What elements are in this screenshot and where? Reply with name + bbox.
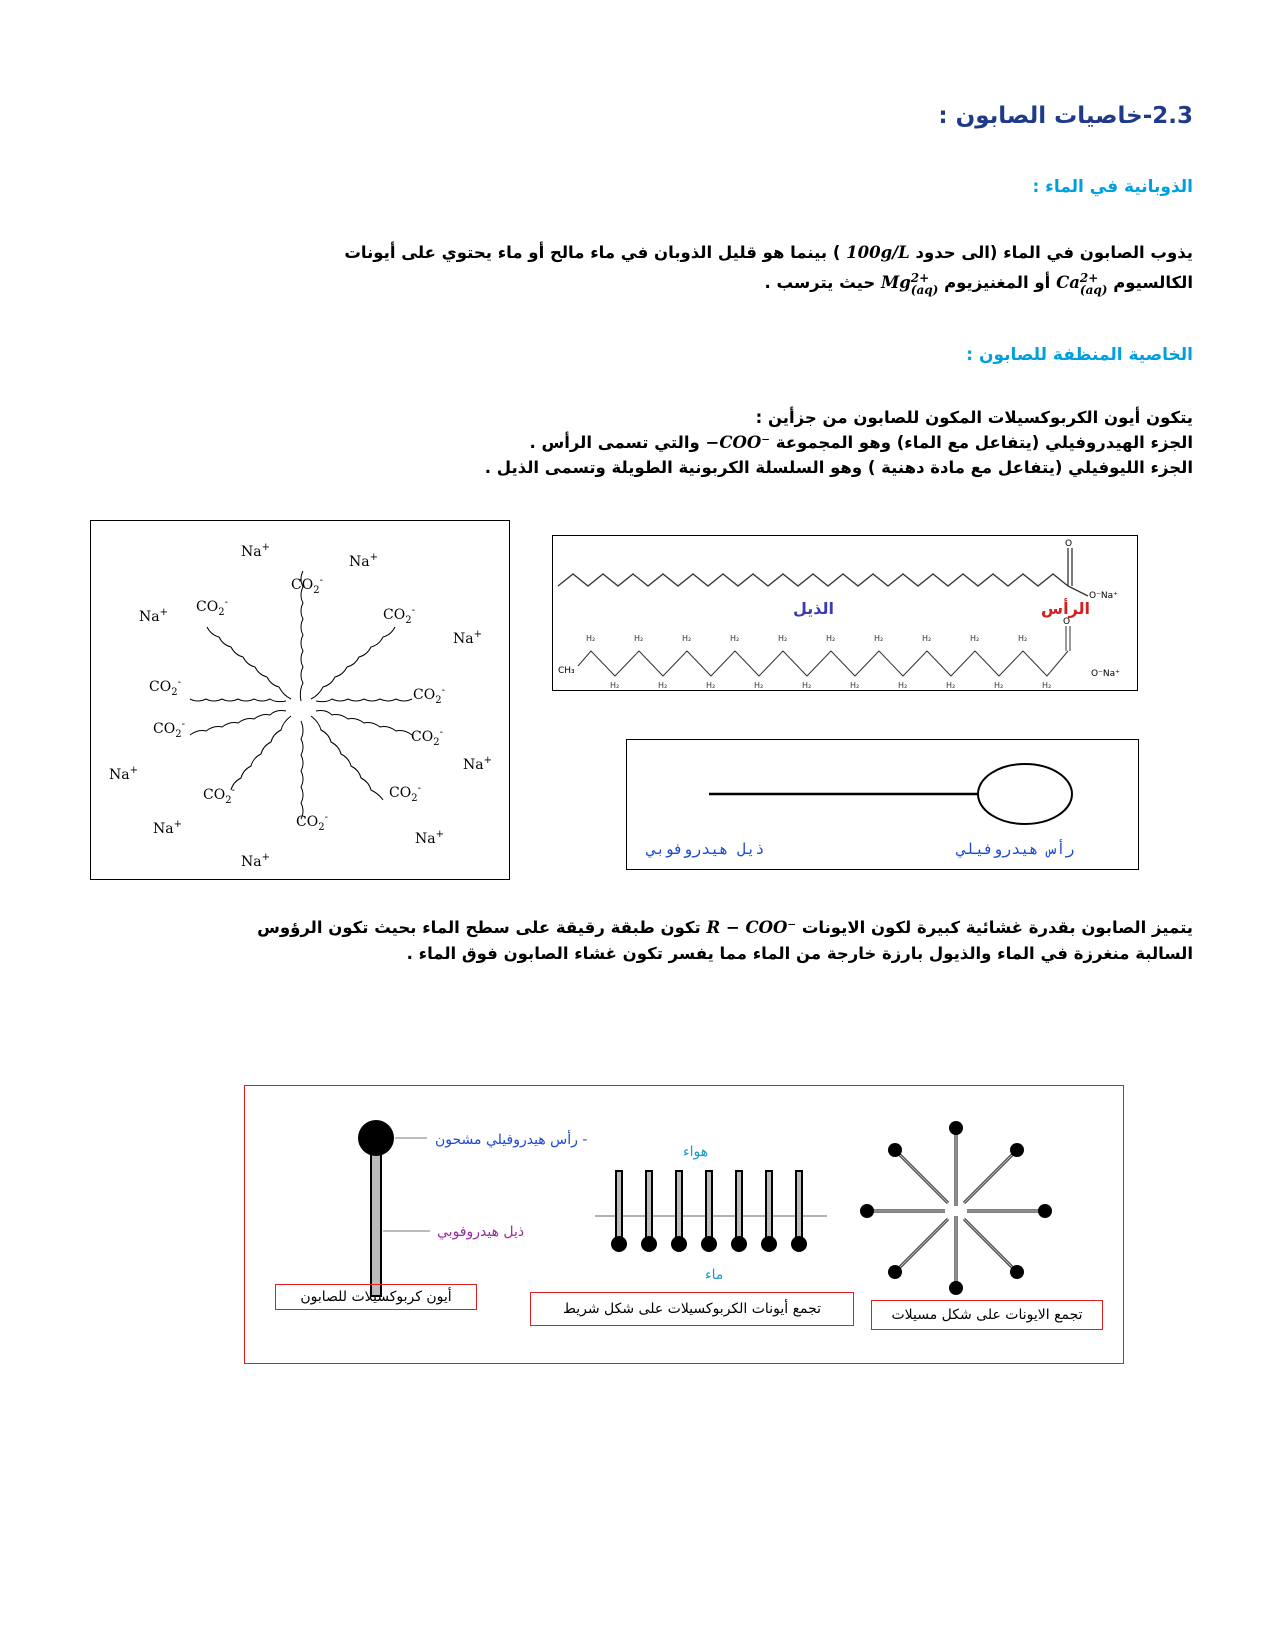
- svg-text:H₂: H₂: [706, 681, 716, 690]
- cleaning-line-2: الجزء الهيدروفيلي (يتفاعل مع الماء) وهو المجموعة −COO⁻ والتي تسمى الرأس .: [529, 433, 1193, 452]
- solubility-paragraph: [78, 240, 1193, 296]
- svg-text:O: O: [1063, 617, 1071, 627]
- na-ion-label: Na+: [241, 542, 270, 560]
- svg-text:CO2-: $CO_2^-$: [296, 812, 328, 833]
- head-label: الرأس: [1041, 599, 1091, 618]
- svg-text:Na+: Na+: [349, 552, 378, 570]
- svg-text:H₂: H₂: [586, 634, 596, 643]
- carbon-chain-figure: [552, 535, 1138, 691]
- solubility-heading: الذوبانية في الماء :: [1032, 177, 1193, 197]
- svg-text:H₂: H₂: [922, 634, 932, 643]
- aggregation-figure: [244, 1085, 1124, 1364]
- svg-text:Na+: Na+: [109, 765, 138, 783]
- svg-text:O⁻Na⁺: O⁻Na⁺: [1091, 669, 1120, 679]
- ion-caption: أيون كربوكسيلات للصابون: [275, 1284, 477, 1310]
- svg-text:H₂: H₂: [730, 634, 740, 643]
- schematic-head-label: رأس هيدروفيلي: [957, 840, 1075, 858]
- tail-label: الذيل: [793, 599, 835, 618]
- svg-text:H₂: H₂: [802, 681, 812, 690]
- head-charged-label: رأس هيدروفيلي مشحون -: [435, 1132, 588, 1148]
- svg-text:H₂: H₂: [658, 681, 668, 690]
- svg-text:H₂: H₂: [874, 634, 884, 643]
- micelle-figure: [90, 520, 510, 880]
- svg-text:CO2-: $CO_2^-$: [203, 785, 235, 806]
- svg-text:H₂: H₂: [826, 634, 836, 643]
- svg-text:CO2-: $CO_2^-$: [389, 783, 421, 804]
- svg-text:H₂: H₂: [610, 681, 620, 690]
- svg-text:H₂: H₂: [634, 634, 644, 643]
- svg-text:H₂: H₂: [682, 634, 692, 643]
- cleaning-paragraph: [78, 405, 1193, 480]
- svg-text:CO2-: $CO_2^-$: [411, 727, 443, 748]
- micelle-diagram: [91, 521, 509, 879]
- svg-text:CO2-: $CO_2^-$: [149, 677, 181, 698]
- svg-text:O: O: [1065, 539, 1073, 549]
- svg-text:H₂: H₂: [994, 681, 1004, 690]
- svg-text:Na+: Na+: [463, 755, 492, 773]
- svg-text:Na+: Na+: [415, 829, 444, 847]
- chain-diagram: [553, 536, 1137, 690]
- schematic-tail-label: ذيل هيدروفوبي: [647, 840, 765, 858]
- schematic-figure: [626, 739, 1139, 870]
- micelle-caption: تجمع الايونات على شكل مسيلات: [871, 1300, 1103, 1330]
- solubility-line-1: يذوب الصابون في الماء (الى حدود 100g/L ) بينما هو قليل الذوبان في ماء مالح أو ماء يحتوي على أيونات: [344, 243, 1193, 262]
- svg-text:CO2-: $CO_2^-$: [153, 719, 185, 740]
- svg-text:H₂: H₂: [970, 634, 980, 643]
- solubility-line-2: الكالسيوم Ca 2+ (aq) أو المغنيزيوم Mg 2+ (aq) حيث يترسب .: [764, 270, 1193, 297]
- water-label: ماء: [705, 1267, 724, 1283]
- svg-text:Na+: Na+: [453, 629, 482, 647]
- svg-text:CO2-: $CO_2^-$: [196, 597, 228, 618]
- film-line-2: السالبة منغرزة في الماء والذيول بارزة خارجة من الماء مما يفسر تكون غشاء الصابون فوق الماء .: [406, 944, 1193, 963]
- svg-text:CO2-: $CO_2^-$: [383, 605, 415, 626]
- hydrophobic-tail-label: ذيل هيدروفوبي: [437, 1224, 525, 1240]
- film-paragraph: [73, 915, 1193, 967]
- cleaning-line-3: الجزء الليوفيلي (يتفاعل مع مادة دهنية ) وهو السلسلة الكربونية الطويلة وتسمى الذيل .: [484, 458, 1193, 477]
- schematic-diagram: [627, 740, 1138, 869]
- svg-text:H₂: H₂: [1018, 634, 1028, 643]
- svg-text:CO2-: $CO_2^-$: [413, 685, 445, 706]
- svg-text:Na+: Na+: [139, 607, 168, 625]
- svg-text:H₂: H₂: [898, 681, 908, 690]
- svg-text:H₂: H₂: [946, 681, 956, 690]
- svg-text:H₂: H₂: [1042, 681, 1052, 690]
- svg-text:H₂: H₂: [778, 634, 788, 643]
- svg-text:Na+: Na+: [153, 819, 182, 837]
- svg-text:H₂: H₂: [754, 681, 764, 690]
- svg-text:O⁻Na⁺: O⁻Na⁺: [1089, 591, 1118, 601]
- cleaning-heading: الخاصية المنظفة للصابون :: [966, 345, 1193, 365]
- svg-text:CH₃: CH₃: [558, 666, 575, 676]
- cleaning-line-1: يتكون أيون الكربوكسيلات المكون للصابون من جزأين :: [755, 408, 1193, 427]
- svg-text:Na+: Na+: [241, 852, 270, 870]
- section-title: 2.3-خاصيات الصابون :: [938, 103, 1193, 129]
- film-line-1: يتميز الصابون بقدرة غشائية كبيرة لكون الايونات R − COO⁻ تكون طبقة رقيقة على سطح الماء بحيث تكون الرؤوس: [257, 918, 1193, 937]
- carboxylate-label: $CO_2^-$: [291, 575, 323, 596]
- ribbon-caption: تجمع أيونات الكربوكسيلات على شكل شريط: [530, 1292, 854, 1326]
- svg-text:H₂: H₂: [850, 681, 860, 690]
- air-label: هواء: [683, 1144, 709, 1160]
